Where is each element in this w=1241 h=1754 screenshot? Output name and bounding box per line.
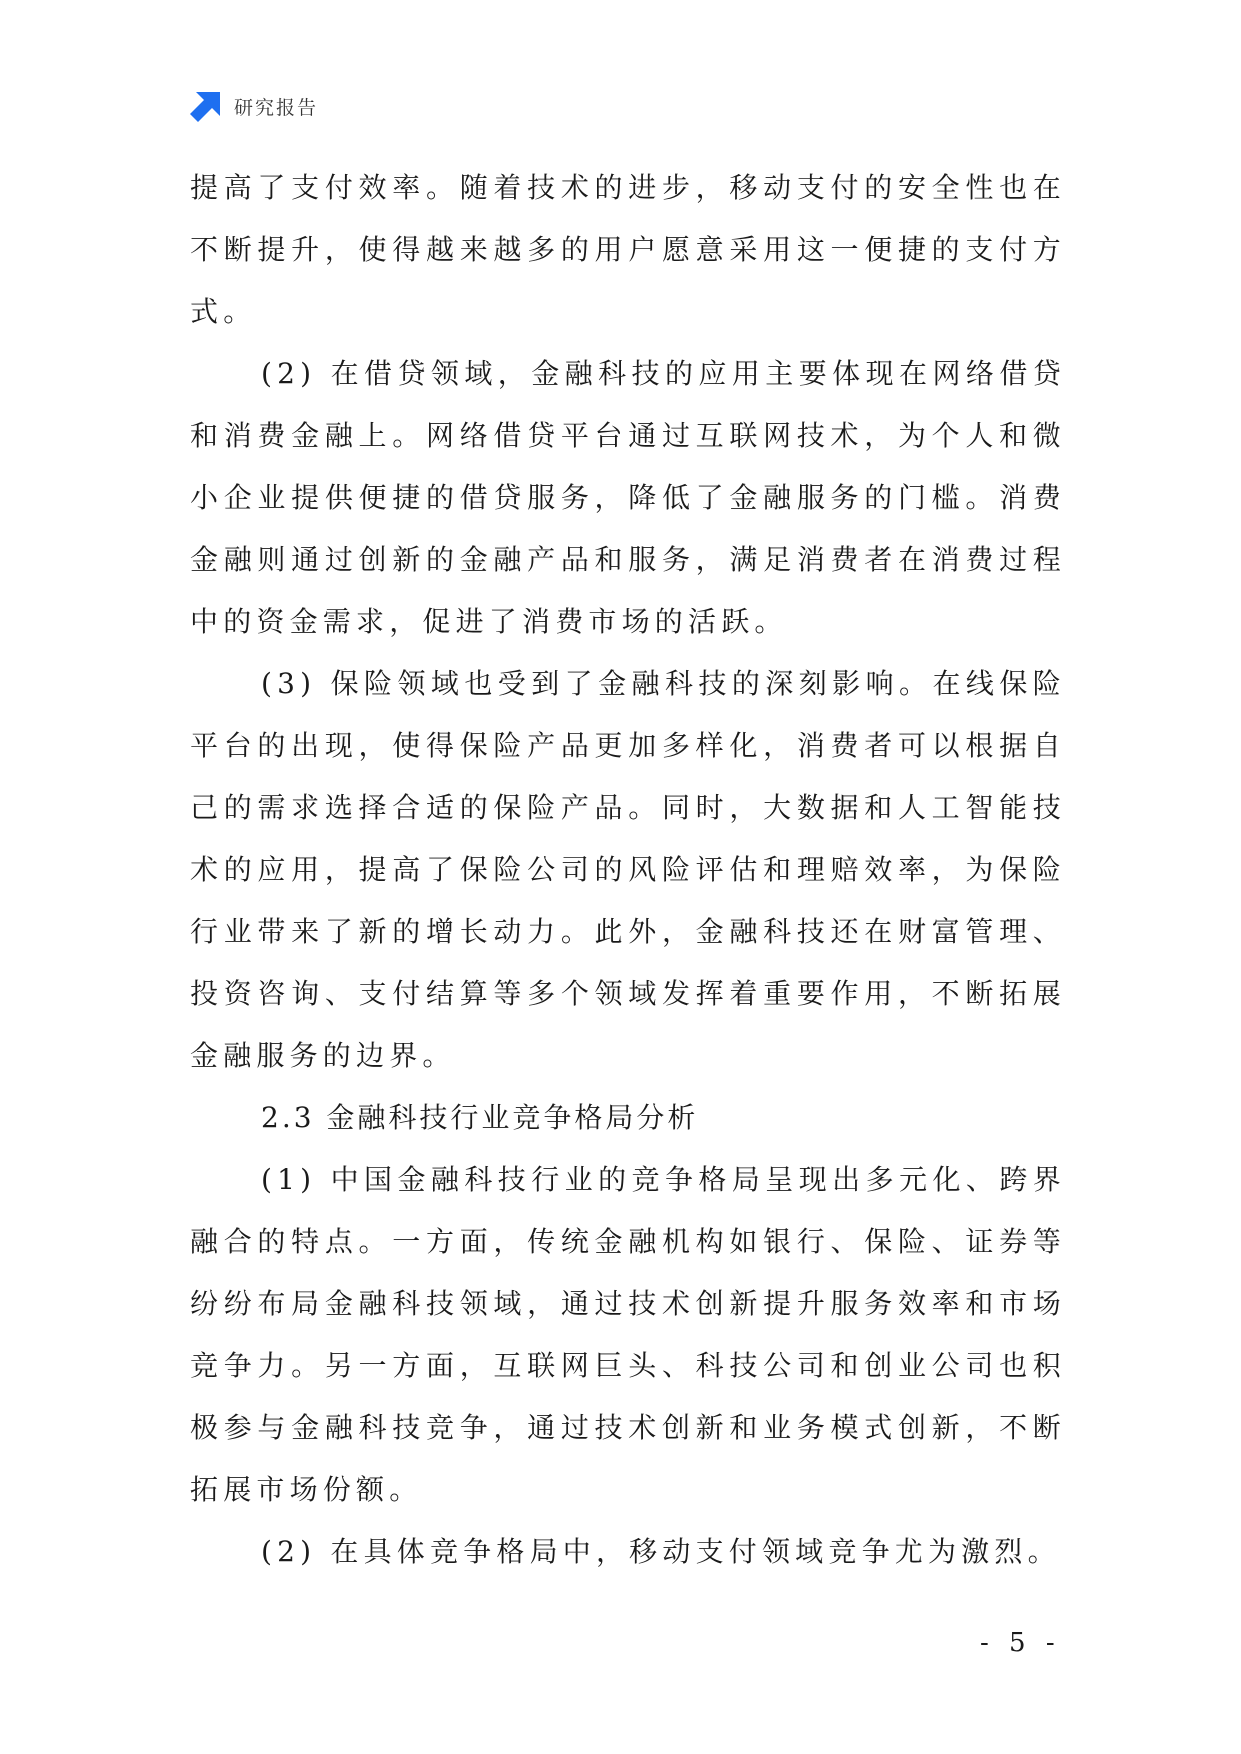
paragraph-lending: (2) 在借贷领域，金融科技的应用主要体现在网络借贷和消费金融上。网络借贷平台通过互联网技术，为个人和微小企业提供便捷的借贷服务，降低了金融服务的门槛。消费金融则通过创新的金融产品和服务，满足消费者在消费过程中的资金需求，促进了消费市场的活跃。 [190, 357, 1066, 638]
header-label: 研究报告 [234, 96, 319, 119]
document-body [190, 157, 1066, 1583]
paragraph-competition-detail: (2) 在具体竞争格局中，移动支付领域竞争尤为激烈。 [261, 1535, 1061, 1568]
page-number: - 5 - [980, 1628, 1061, 1658]
arrow-up-right-logo-icon [190, 90, 222, 122]
paragraph-insurance: (3) 保险领域也受到了金融科技的深刻影响。在线保险平台的出现，使得保险产品更加多样化，消费者可以根据自己的需求选择合适的保险产品。同时，大数据和人工智能技术的应用，提高了保险公司的风险评估和理赔效率，为保险行业带来了新的增长动力。此外，金融科技还在财富管理、投资咨询、支付结算等多个领域发挥着重要作用，不断拓展金融服务的边界。 [190, 667, 1066, 1072]
page-header [190, 88, 318, 124]
paragraph-payment-continued: 提高了支付效率。随着技术的进步，移动支付的安全性也在不断提升，使得越来越多的用户愿意采用这一便捷的支付方式。 [190, 171, 1066, 328]
section-heading-2-3: 2.3 金融科技行业竞争格局分析 [261, 1101, 699, 1134]
paragraph-competition-overview: (1) 中国金融科技行业的竞争格局呈现出多元化、跨界融合的特点。一方面，传统金融机构如银行、保险、证券等纷纷布局金融科技领域，通过技术创新提升服务效率和市场竞争力。另一方面，互联网巨头、科技公司和创业公司也积极参与金融科技竞争，通过技术创新和业务模式创新，不断拓展市场份额。 [190, 1163, 1066, 1506]
